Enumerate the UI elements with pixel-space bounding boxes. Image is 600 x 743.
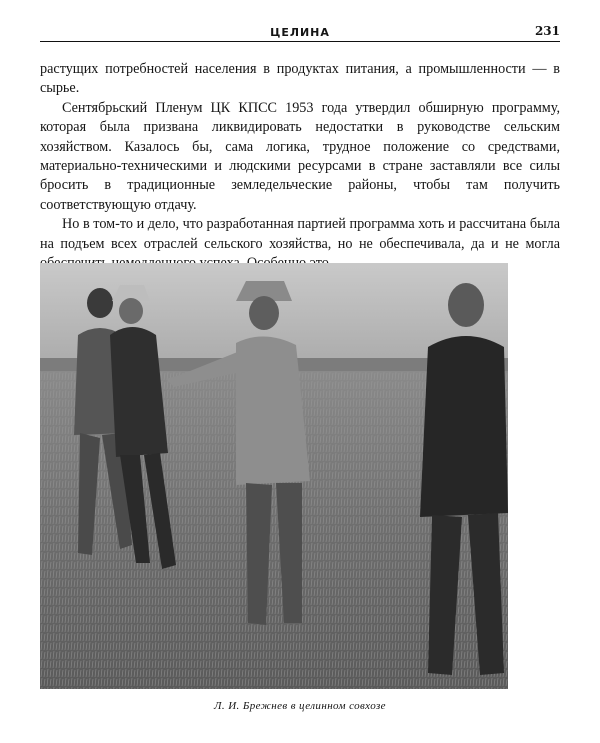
field-photograph — [40, 263, 508, 689]
paragraph: Сентябрьский Пленум ЦК КПСС 1953 года утвердил обширную программу, которая была призвана ликвидировать недостатки в руководстве сельским хозяйством. Казалось бы, сама логика, трудное положение со средствами, материально-техническими и людскими ресурсами в стране заставляли все силы бросить в традиционные земледельческие районы, чтобы там получить соответствующую отдачу. — [40, 99, 560, 213]
paragraph: Но в том-то и дело, что разработанная партией программа хоть и рассчитана была на подъем всех отраслей сельского хозяйства, но не обеспечивала, да и не могла — [40, 216, 560, 252]
running-head — [40, 24, 560, 42]
paragraph-continued: растущих потребностей населения в продуктах питания, а промышленности — в сырье. — [40, 61, 560, 97]
body-text — [40, 60, 560, 273]
running-title: ЦЕЛИНА — [270, 26, 330, 39]
header-rule — [40, 41, 560, 42]
figure-caption: Л. И. Брежнев в целинном совхозе — [214, 700, 386, 712]
page-number: 231 — [534, 24, 560, 38]
